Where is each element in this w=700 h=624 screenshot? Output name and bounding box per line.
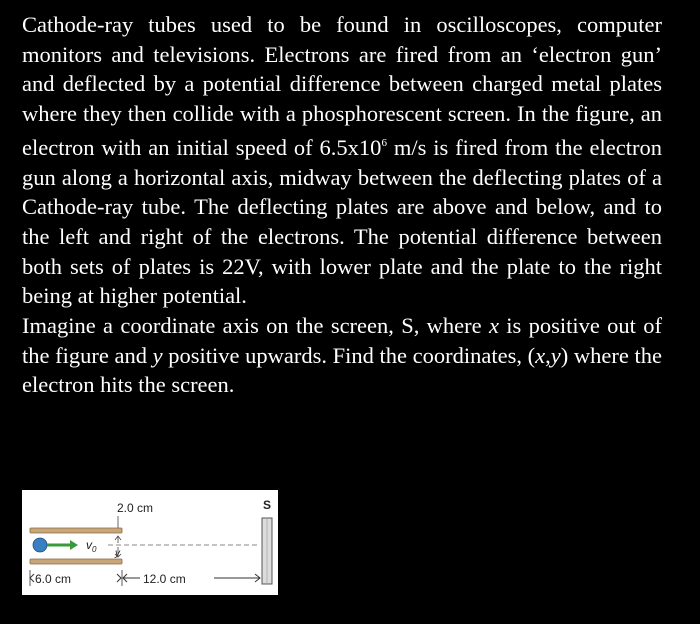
paragraph-2-middle: is positive out of the figure and — [22, 313, 663, 368]
gun-distance-end-arrow-icon — [117, 574, 121, 582]
problem-paragraph-1 — [22, 10, 662, 311]
gun-distance-label: 6.0 cm — [35, 572, 72, 586]
upper-plate — [30, 528, 122, 533]
lower-plate — [30, 559, 122, 564]
problem-text — [22, 10, 662, 400]
coordinate-separator: , — [545, 342, 551, 368]
screen-label: S — [263, 498, 272, 512]
exponent: 6 — [381, 136, 387, 149]
y-variable: y — [152, 342, 163, 368]
screen-distance-label: 12.0 cm — [143, 572, 186, 586]
plate-length-label: 2.0 cm — [117, 501, 154, 515]
y-label: y — [115, 548, 120, 559]
left-dimension-arrow-icon — [30, 574, 34, 582]
coordinate-x: x — [535, 342, 546, 368]
paragraph-2-text: Imagine a coordinate axis on the screen, S, where — [22, 313, 489, 339]
crt-diagram — [22, 490, 278, 595]
paragraph-2-question: positive upwards. Find the coordinates, ( — [162, 342, 536, 368]
velocity-label — [86, 538, 97, 554]
paragraph-1-continuation: m/s is fired from the electron gun along a horizontal axis, midway between the deflecting plates of a Cathode-ray tube. The deflecting plates are above and below, and to the left and right of the electrons. The potential difference between both sets of plates is 22V, with lower plate and the plate to the right being at higher potential. — [22, 134, 662, 309]
paragraph-1-text: Cathode-ray tubes used to be found in oscilloscopes, computer monitors and televisions. Electrons are fired from an ‘electron gun’ and deflected by a potential difference between charged metal plates where they then collide with a phosphorescent screen. In the figure, an electron with an initial speed of 6.5x10 — [22, 12, 662, 160]
electron-gun-icon — [33, 538, 47, 552]
velocity-arrowhead-icon — [70, 540, 78, 550]
velocity-symbol: v — [86, 538, 92, 552]
coordinate-y: y — [550, 342, 561, 368]
x-variable: x — [488, 313, 499, 339]
paragraph-2-end: ) where the electron hits the screen. — [22, 342, 663, 398]
problem-paragraph-2 — [22, 311, 662, 400]
velocity-subscript: 0 — [92, 545, 97, 554]
crt-figure — [22, 490, 278, 595]
